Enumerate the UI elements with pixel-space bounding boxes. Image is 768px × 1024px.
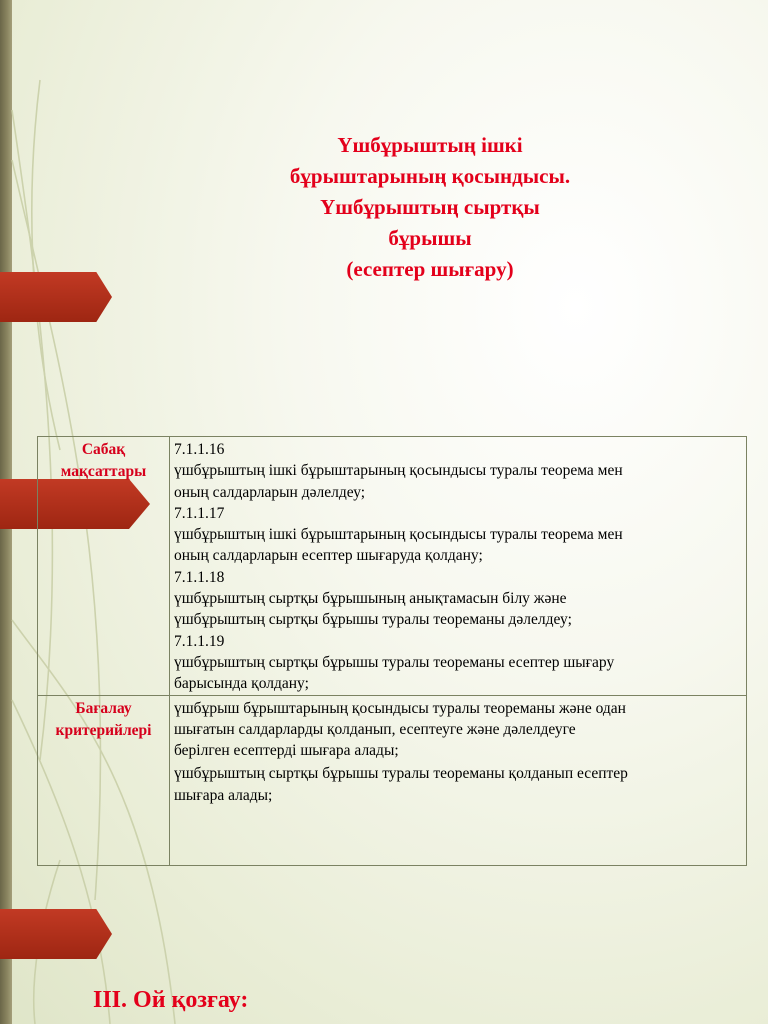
goal-code: 7.1.1.19 [174, 632, 225, 650]
table-row-lesson-goals [38, 437, 747, 696]
red-ribbon-top [0, 272, 112, 322]
goal-text: барысында қолдану; [174, 675, 309, 693]
goal-text: үшбұрыштың сыртқы бұрышы туралы теореманы дәлелдеу; [174, 611, 572, 629]
table-row-assessment-criteria [38, 695, 747, 865]
title-line-2: бұрыштарының қосындысы. [289, 164, 571, 188]
goal-text: үшбұрыштың ішкі бұрыштарының қосындысы туралы теорема мен [174, 462, 623, 480]
goal-code: 7.1.1.18 [174, 568, 225, 586]
goal-text: оның салдарларын дәлелдеу; [174, 483, 366, 501]
criteria-text: үшбұрыштың сыртқы бұрышы туралы теореманы қолданып есептер [174, 765, 628, 783]
criteria-text: үшбұрыш бұрыштарының қосындысы туралы теореманы және одан [174, 699, 626, 717]
lesson-goals-table [37, 436, 747, 866]
criteria-text: шығара алады; [174, 786, 273, 804]
lesson-goals-content [170, 437, 747, 696]
slide-title [230, 130, 630, 285]
label-line: Бағалау [75, 699, 132, 717]
goal-text: оның салдарларын есептер шығаруда қолдану; [174, 547, 483, 565]
title-line-5: (есептер шығару) [346, 257, 514, 281]
goal-code: 7.1.1.16 [174, 441, 225, 458]
title-line-1: Үшбұрыштың ішкі [337, 133, 523, 157]
goal-text: үшбұрыштың ішкі бұрыштарының қосындысы туралы теорема мен [174, 526, 623, 544]
red-ribbon-bottom [0, 909, 112, 959]
criteria-text: берілген есептерді шығара алады; [174, 742, 399, 760]
criteria-text: шығатын салдарларды қолданып, есептеуге және дәлелдеуге [174, 720, 576, 738]
lesson-goals-label [38, 437, 170, 696]
label-line: мақсаттары [60, 463, 147, 480]
goal-code: 7.1.1.17 [174, 504, 225, 522]
title-line-3: Үшбұрыштың сыртқы [320, 195, 540, 219]
assessment-criteria-label [38, 695, 170, 865]
label-line: критерийлері [55, 721, 152, 739]
goal-text: үшбұрыштың сыртқы бұрышы туралы теореманы есептер шығару [174, 653, 615, 671]
label-line: Сабақ [81, 441, 126, 458]
goal-text: үшбұрыштың сыртқы бұрышының анықтамасын білу және [174, 590, 567, 608]
assessment-criteria-content [170, 695, 747, 865]
section-heading: ІІІ. Ой қозғау: [93, 987, 249, 1013]
title-line-4: бұрышы [388, 226, 472, 250]
